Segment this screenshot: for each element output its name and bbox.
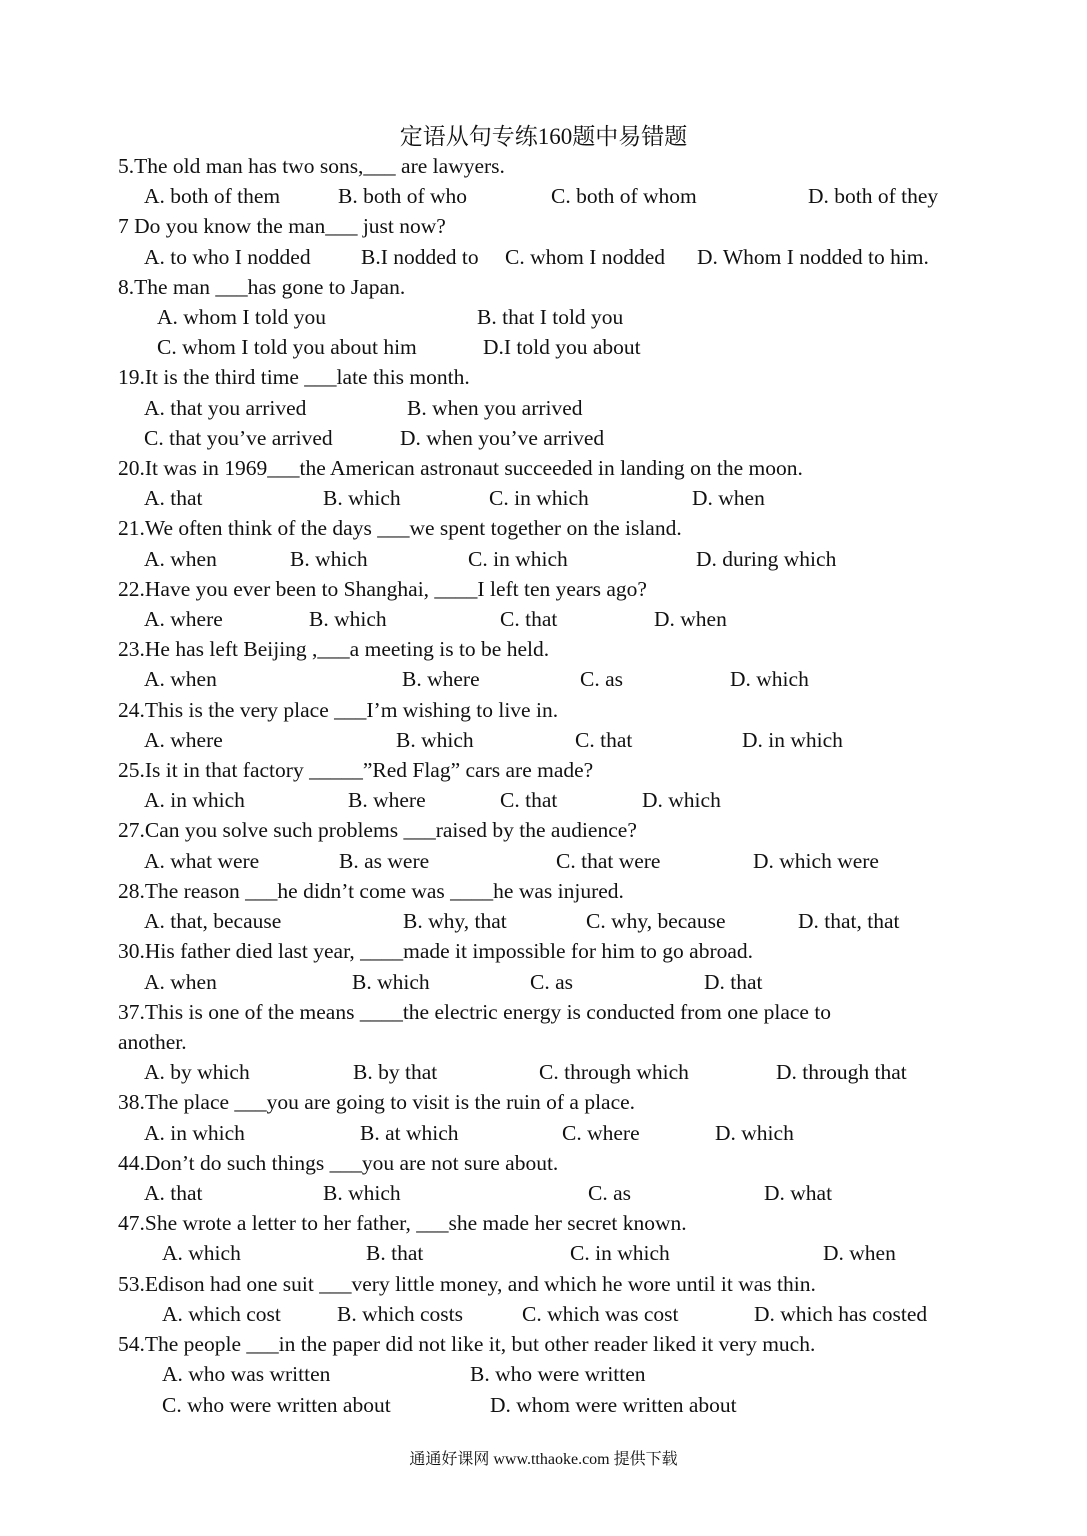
option: B. as were <box>339 849 430 873</box>
question-stem: 53.Edison had one suit ___very little money, and which he wore until it was thin. <box>118 1272 816 1296</box>
option: B. who were written <box>470 1362 646 1386</box>
option: A. that <box>144 486 203 510</box>
option: D. Whom I nodded to him. <box>697 245 929 269</box>
question-stem: 44.Don’t do such things ___you are not sure about. <box>118 1151 559 1175</box>
option: A. to who I nodded <box>144 245 311 269</box>
option: D. during which <box>696 547 837 571</box>
option: D. in which <box>742 728 843 752</box>
option: C. in which <box>468 547 568 571</box>
option: C. as <box>580 667 623 691</box>
option: C. that <box>575 728 633 752</box>
question-stem: 21.We often think of the days ___we spent together on the island. <box>118 516 682 540</box>
option: B. which costs <box>337 1302 464 1326</box>
option: B. by that <box>353 1060 438 1084</box>
option: A. by which <box>144 1060 250 1084</box>
option: D. which were <box>753 849 879 873</box>
option: B. which <box>309 607 387 631</box>
option: A. which cost <box>162 1302 281 1326</box>
option: D. through that <box>776 1060 907 1084</box>
option: B. where <box>348 788 426 812</box>
option: D. whom were written about <box>490 1393 737 1417</box>
option: C. that <box>500 607 558 631</box>
option: A. whom I told you <box>157 305 327 329</box>
option: A. that you arrived <box>144 396 307 420</box>
option: A. where <box>144 607 223 631</box>
option: A. that <box>144 1181 203 1205</box>
option: B. why, that <box>403 909 507 933</box>
question-stem: 20.It was in 1969___the American astronaut succeeded in landing on the moon. <box>118 456 803 480</box>
option: D. which <box>715 1121 794 1145</box>
option: A. in which <box>144 1121 245 1145</box>
option: D. which <box>730 667 809 691</box>
question-stem: 19.It is the third time ___late this month. <box>118 365 470 389</box>
option: B. both of who <box>338 184 467 208</box>
option: A. who was written <box>162 1362 331 1386</box>
option: C. that were <box>556 849 661 873</box>
option: D. that <box>704 970 763 994</box>
option: B.I nodded to <box>361 245 479 269</box>
option: A. what were <box>144 849 260 873</box>
option: B. when you arrived <box>407 396 583 420</box>
question-stem: 28.The reason ___he didn’t come was ____he was injured. <box>118 879 624 903</box>
option: C. whom I told you about him <box>157 335 417 359</box>
option: C. why, because <box>586 909 726 933</box>
question-stem: 27.Can you solve such problems ___raised by the audience? <box>118 818 637 842</box>
question-stem: 8.The man ___has gone to Japan. <box>118 275 406 299</box>
option: D. when you’ve arrived <box>400 426 605 450</box>
option: B. which <box>323 486 401 510</box>
option: C. through which <box>539 1060 689 1084</box>
question-stem: 47.She wrote a letter to her father, ___she made her secret known. <box>118 1211 687 1235</box>
option: D. when <box>692 486 765 510</box>
option: A. when <box>144 547 217 571</box>
question-stem: 23.He has left Beijing ,___a meeting is to be held. <box>118 637 550 661</box>
question-stem: 24.This is the very place ___I’m wishing to live in. <box>118 698 559 722</box>
page-title: 定语从句专练160题中易错题 <box>399 124 688 149</box>
option: D. that, that <box>798 909 900 933</box>
option: C. as <box>588 1181 631 1205</box>
option: B. which <box>323 1181 401 1205</box>
option: C. which was cost <box>522 1302 679 1326</box>
option: D. when <box>654 607 727 631</box>
option: A. both of them <box>144 184 281 208</box>
option: D. both of they <box>808 184 939 208</box>
option: D. what <box>764 1181 833 1205</box>
option: B. where <box>402 667 480 691</box>
question-stem: 37.This is one of the means ____the electric energy is conducted from one place to <box>118 1000 832 1024</box>
option: B. which <box>352 970 430 994</box>
option: D.I told you about <box>483 335 641 359</box>
question-stem: 30.His father died last year, ____made it impossible for him to go abroad. <box>118 939 754 963</box>
question-stem: 38.The place ___you are going to visit is the ruin of a place. <box>118 1090 636 1114</box>
question-stem-continued: another. <box>118 1030 187 1054</box>
option: C. where <box>562 1121 640 1145</box>
page-footer: 通通好课网 www.tthaoke.com 提供下载 <box>409 1451 678 1468</box>
option: C. that <box>500 788 558 812</box>
option: A. in which <box>144 788 245 812</box>
option: C. both of whom <box>551 184 697 208</box>
option: D. when <box>823 1241 896 1265</box>
question-stem: 25.Is it in that factory _____”Red Flag” cars are made? <box>118 758 594 782</box>
option: B. that I told you <box>477 305 624 329</box>
option: A. when <box>144 667 217 691</box>
option: C. in which <box>570 1241 670 1265</box>
option: D. which has costed <box>754 1302 928 1326</box>
question-stem: 5.The old man has two sons,___ are lawyers. <box>118 154 505 178</box>
option: D. which <box>642 788 721 812</box>
option: A. when <box>144 970 217 994</box>
option: B. which <box>290 547 368 571</box>
option: A. that, because <box>144 909 282 933</box>
option: C. who were written about <box>162 1393 391 1417</box>
question-stem: 22.Have you ever been to Shanghai, ____I left ten years ago? <box>118 577 647 601</box>
option: C. in which <box>489 486 589 510</box>
option: A. which <box>162 1241 241 1265</box>
question-stem: 54.The people ___in the paper did not like it, but other reader liked it very much. <box>118 1332 816 1356</box>
question-stem: 7 Do you know the man___ just now? <box>118 214 446 238</box>
option: C. as <box>530 970 573 994</box>
option: B. at which <box>360 1121 459 1145</box>
option: B. that <box>366 1241 424 1265</box>
option: A. where <box>144 728 223 752</box>
option: C. that you’ve arrived <box>144 426 333 450</box>
option: C. whom I nodded <box>505 245 666 269</box>
option: B. which <box>396 728 474 752</box>
